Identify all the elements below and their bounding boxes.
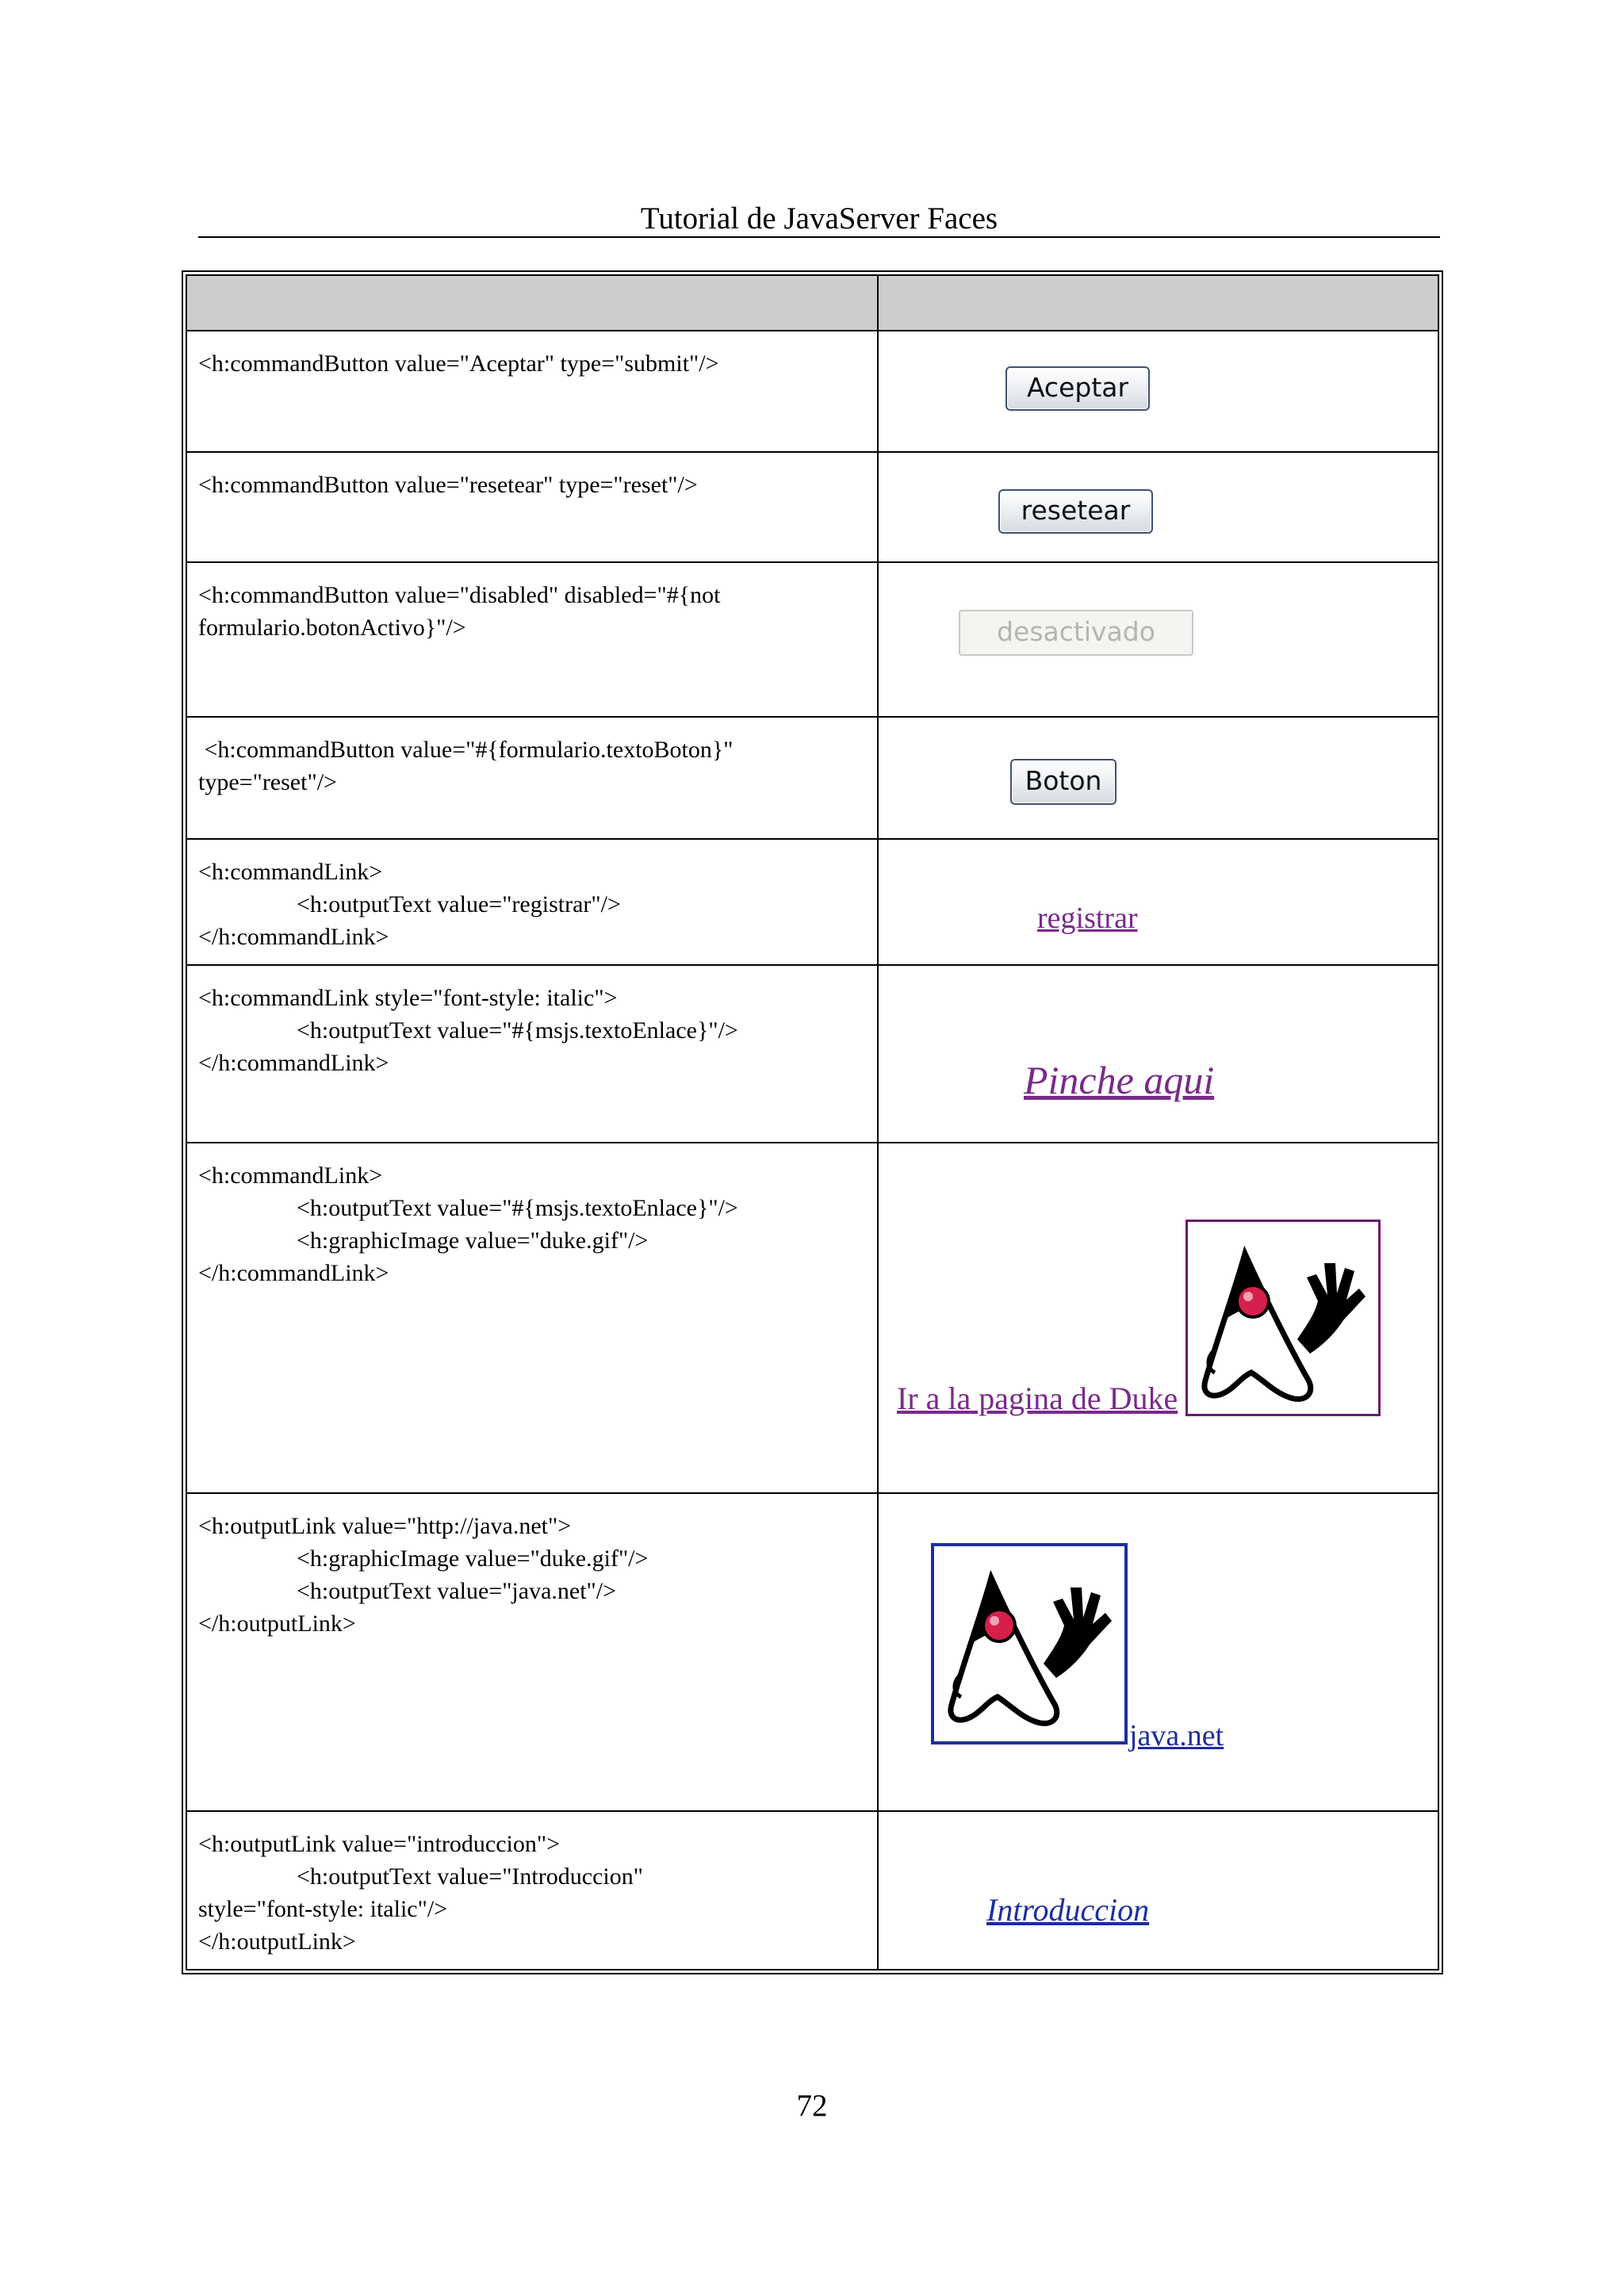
page-number: 72: [796, 2089, 828, 2123]
code-line: <h:outputText value="java.net"/>: [297, 1578, 617, 1604]
jsf-components-table: [186, 274, 1439, 1970]
table-row: [187, 563, 1438, 718]
code-line: <h:commandLink>: [198, 1162, 383, 1189]
code-cell: [187, 331, 879, 453]
code-cell: [187, 453, 879, 563]
header-cell-render: [879, 276, 1438, 331]
render-cell: [879, 718, 1438, 840]
header-cell-code: [187, 276, 879, 331]
render-cell: [879, 840, 1438, 966]
table-row: [187, 718, 1438, 840]
table-row: [187, 840, 1438, 966]
render-cell: [879, 1143, 1438, 1494]
duke-mascot-icon: [934, 1546, 1124, 1741]
table-row: [187, 331, 1438, 453]
pinche-aqui-link[interactable]: Pinche aqui: [1024, 1058, 1215, 1102]
render-cell: [879, 331, 1438, 453]
code-cell: [187, 1143, 879, 1494]
table-row: [187, 1494, 1438, 1812]
table-header-row: [187, 276, 1438, 331]
code-line: </h:commandLink>: [198, 1050, 389, 1076]
java-net-link[interactable]: java.net: [1129, 1719, 1224, 1752]
table-row: [187, 966, 1438, 1143]
code-line: <h:commandLink>: [198, 859, 383, 885]
code-line: <h:graphicImage value="duke.gif"/>: [297, 1227, 649, 1254]
table-row: [187, 1143, 1438, 1494]
render-cell: [879, 1494, 1438, 1812]
code-line: <h:commandLink style="font-style: italic">: [198, 985, 618, 1011]
code-line: <h:commandButton value="Aceptar" type="submit"/>: [198, 350, 719, 377]
code-line: <h:outputText value="Introduccion": [297, 1863, 643, 1890]
registrar-link[interactable]: registrar: [1037, 902, 1138, 935]
header-rule: [198, 236, 1440, 238]
code-line: type="reset"/>: [198, 769, 337, 795]
table-row: [187, 453, 1438, 563]
code-cell: [187, 966, 879, 1143]
java-net-image-link[interactable]: [931, 1543, 1128, 1744]
render-cell: [879, 563, 1438, 718]
render-cell: [879, 966, 1438, 1143]
code-line: <h:outputText value="registrar"/>: [297, 891, 621, 917]
duke-image-link[interactable]: [1185, 1220, 1381, 1416]
code-line: <h:commandButton value="#{formulario.textoBoton}": [198, 737, 733, 763]
code-cell: [187, 1494, 879, 1812]
code-line: <h:commandButton value="resetear" type="reset"/>: [198, 472, 698, 498]
code-line: </h:commandLink>: [198, 1260, 389, 1286]
introduccion-link[interactable]: Introduccion: [986, 1892, 1150, 1928]
code-line: <h:commandButton value="disabled" disabled="#{not: [198, 582, 721, 608]
code-cell: [187, 563, 879, 718]
code-cell: [187, 840, 879, 966]
code-line: style="font-style: italic"/>: [198, 1896, 448, 1922]
table-row: [187, 1812, 1438, 1969]
desactivado-button: desactivado: [959, 610, 1193, 656]
code-line: </h:outputLink>: [198, 1610, 356, 1637]
code-cell: [187, 718, 879, 840]
duke-page-link[interactable]: Ir a la pagina de Duke: [897, 1381, 1178, 1416]
code-line: </h:outputLink>: [198, 1928, 356, 1955]
code-line: <h:graphicImage value="duke.gif"/>: [297, 1545, 649, 1572]
code-line: <h:outputText value="#{msjs.textoEnlace}"/>: [297, 1017, 738, 1044]
code-line: <h:outputLink value="http://java.net">: [198, 1513, 572, 1539]
duke-mascot-icon: [1188, 1222, 1378, 1414]
resetear-button[interactable]: resetear: [998, 489, 1153, 534]
aceptar-button[interactable]: Aceptar: [1005, 366, 1150, 411]
code-cell: [187, 1812, 879, 1969]
boton-button[interactable]: Boton: [1010, 759, 1116, 805]
code-line: <h:outputLink value="introduccion">: [198, 1831, 561, 1857]
render-cell: [879, 1812, 1438, 1969]
code-line: <h:outputText value="#{msjs.textoEnlace}"/>: [297, 1195, 738, 1221]
code-line: </h:commandLink>: [198, 924, 389, 950]
render-cell: [879, 453, 1438, 563]
code-line: formulario.botonActivo}"/>: [198, 615, 466, 641]
running-header: Tutorial de JavaServer Faces: [640, 201, 998, 236]
